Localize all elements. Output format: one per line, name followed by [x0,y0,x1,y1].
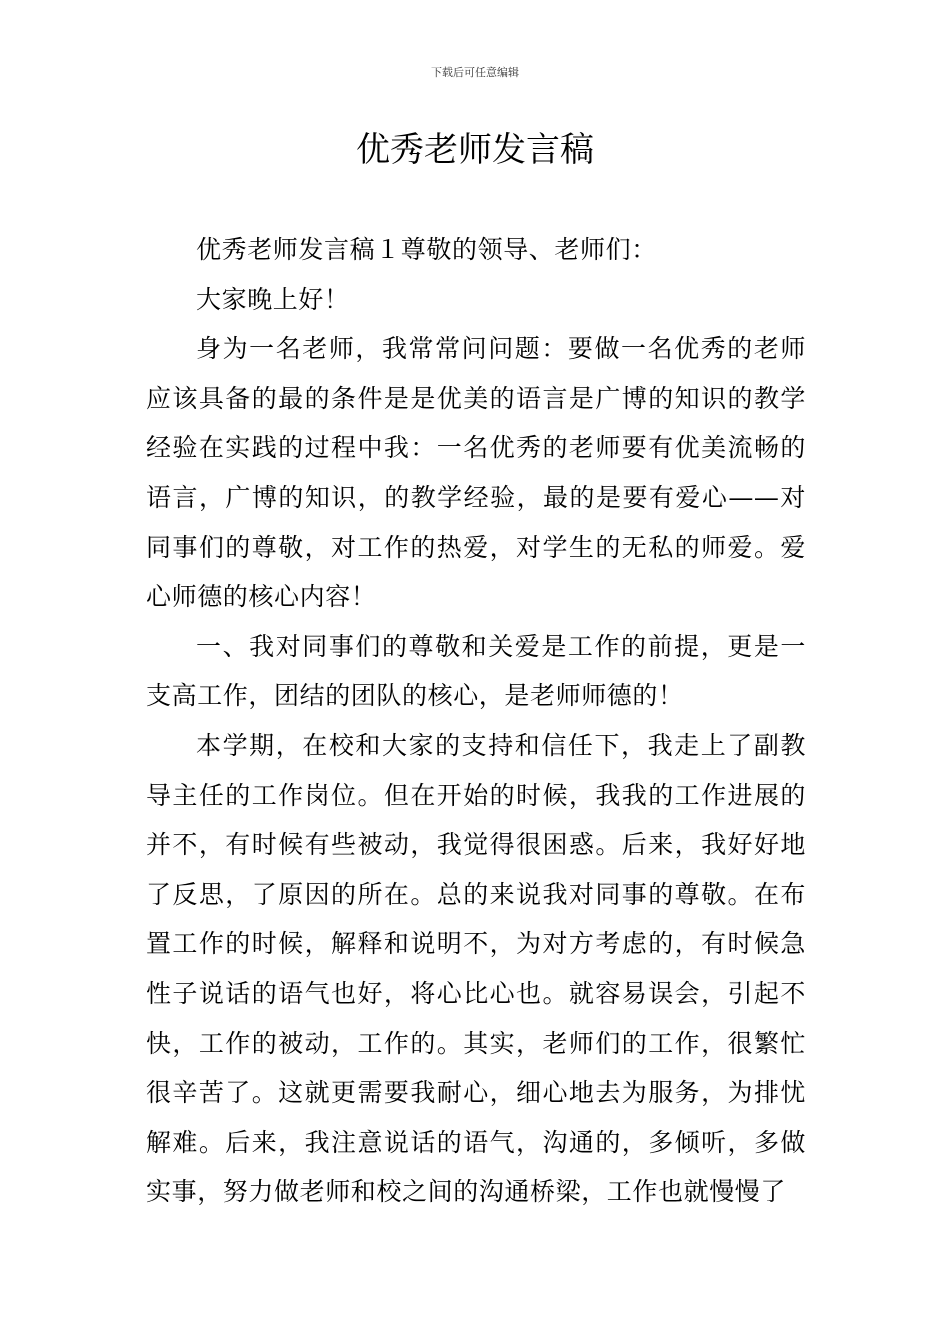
paragraph-greeting: 大家晚上好！ [196,284,350,314]
paragraph-semester: 本学期，在校和大家的支持和信任下，我走上了副教导主任的工作岗位。但在开始的时候，我我的工作进展的并不，有时候有些被动，我觉得很困惑。后来，我好好地了反思，了原因的所在。总的来说我对同事的尊敬。在布置工作的时候，解释和说明不，为对方考虑的，有时候急性子说话的语气也好，将心比心也。就容易误会，引起不快，工作的被动，工作的。其实，老师们的工作，很繁忙很辛苦了。这就更需要我耐心，细心地去为服务，为排忧解难。后来，我注意说话的语气，沟通的，多倾听，多做实事，努力做老师和校之间的沟通桥梁，工作也就慢慢了 [146,730,806,1207]
paragraph-intro: 身为一名老师，我常常问问题：要做一名优秀的老师应该具备的最的条件是是优美的语言是广博的知识的教学经验在实践的过程中我：一名优秀的老师要有优美流畅的语言，广博的知识，的教学经验，最的是要有爱心——对同事们的尊敬，对工作的热爱，对学生的无私的师爱。爱心师德的核心内容！ [146,334,806,612]
header-note: 下载后可任意编辑 [431,66,519,79]
document-title: 优秀老师发言稿 [356,130,594,170]
document-body [146,225,806,1217]
paragraph-salutation: 优秀老师发言稿１尊敬的领导、老师们： [196,235,657,264]
paragraph-point-one: 一、我对同事们的尊敬和关爱是工作的前提，更是一支高工作，团结的团队的核心，是老师师德的！ [146,631,806,711]
